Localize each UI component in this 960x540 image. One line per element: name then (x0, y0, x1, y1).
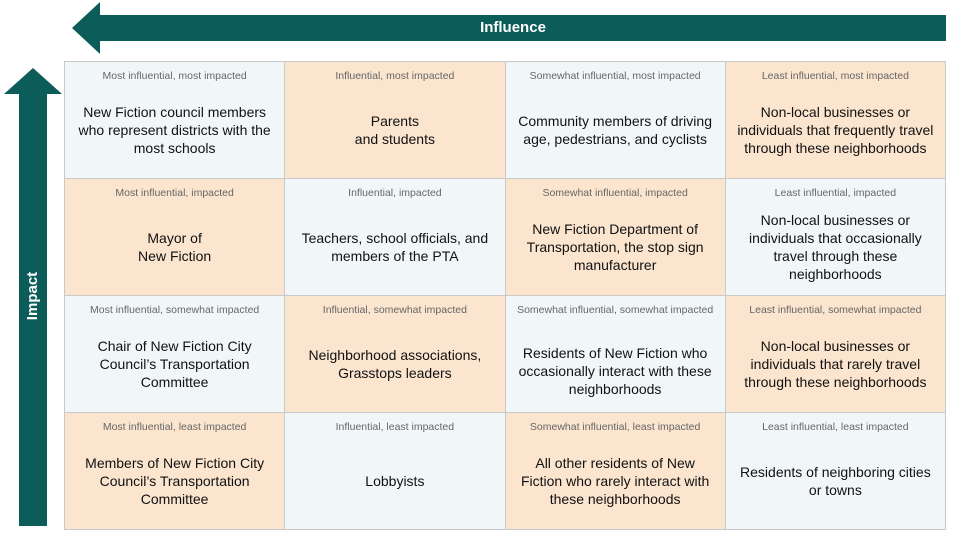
cell-stakeholder: Mayor of New Fiction (138, 230, 212, 264)
cell-stakeholder: Chair of New Fiction City Council’s Transportation Committee (97, 338, 252, 390)
cell-stakeholder: Teachers, school officials, and members of the PTA (301, 230, 489, 264)
cell-stakeholder: Parents and students (354, 113, 435, 147)
cell-category: Least influential, most impacted (761, 70, 909, 82)
cell-category: Least influential, somewhat impacted (749, 304, 922, 316)
matrix-cell (726, 296, 946, 413)
matrix-cell (285, 62, 505, 179)
impact-label: Impact (24, 271, 41, 321)
cell-category: Least influential, impacted (774, 187, 897, 199)
cell-stakeholder: Residents of neighboring cities or towns (740, 464, 931, 498)
matrix-cell (65, 296, 285, 413)
cell-stakeholder: Non-local businesses or individuals that rarely travel through these neighborhoods (744, 338, 927, 390)
cell-category: Least influential, least impacted (762, 421, 909, 433)
matrix-cell (506, 296, 726, 413)
cell-stakeholder: All other residents of New Fiction who rarely interact with these neighborhoods (520, 455, 710, 507)
matrix-cell (285, 179, 505, 296)
cell-category: Influential, most impacted (335, 70, 455, 82)
matrix-cell (506, 62, 726, 179)
cell-stakeholder: Non-local businesses or individuals that occasionally travel through these neighborhoods (748, 212, 922, 282)
matrix-cell (506, 179, 726, 296)
matrix-cell (285, 296, 505, 413)
cell-stakeholder: Non-local businesses or individuals that frequently travel through these neighborhoods (737, 104, 934, 156)
cell-category: Influential, somewhat impacted (322, 304, 467, 316)
matrix-cell (726, 62, 946, 179)
cell-category: Most influential, somewhat impacted (90, 304, 260, 316)
cell-stakeholder: New Fiction council members who represent districts with the most schools (78, 104, 271, 156)
cell-stakeholder: Members of New Fiction City Council’s Transportation Committee (85, 455, 265, 507)
cell-stakeholder: Lobbyists (365, 473, 425, 489)
cell-stakeholder: Community members of driving age, pedestrians, and cyclists (518, 113, 712, 147)
cell-stakeholder: Neighborhood associations, Grasstops leaders (308, 347, 482, 381)
matrix-cell (65, 179, 285, 296)
cell-category: Somewhat influential, impacted (542, 187, 688, 199)
stakeholder-matrix (64, 61, 946, 530)
cell-category: Most influential, most impacted (102, 70, 247, 82)
influence-label: Influence (480, 19, 546, 36)
matrix-cell (65, 413, 285, 530)
cell-category: Somewhat influential, most impacted (529, 70, 701, 82)
matrix-cell (65, 62, 285, 179)
cell-stakeholder: Residents of New Fiction who occasionally interact with these neighborhoods (518, 345, 712, 397)
cell-category: Influential, impacted (348, 187, 442, 199)
matrix-cell (726, 179, 946, 296)
matrix-cell (285, 413, 505, 530)
matrix-cell (506, 413, 726, 530)
cell-category: Most influential, impacted (115, 187, 234, 199)
cell-stakeholder: New Fiction Department of Transportation, the stop sign manufacturer (526, 221, 704, 273)
matrix-cell (726, 413, 946, 530)
cell-category: Somewhat influential, least impacted (529, 421, 701, 433)
cell-category: Most influential, least impacted (102, 421, 247, 433)
cell-category: Somewhat influential, somewhat impacted (517, 304, 714, 316)
cell-category: Influential, least impacted (335, 421, 455, 433)
